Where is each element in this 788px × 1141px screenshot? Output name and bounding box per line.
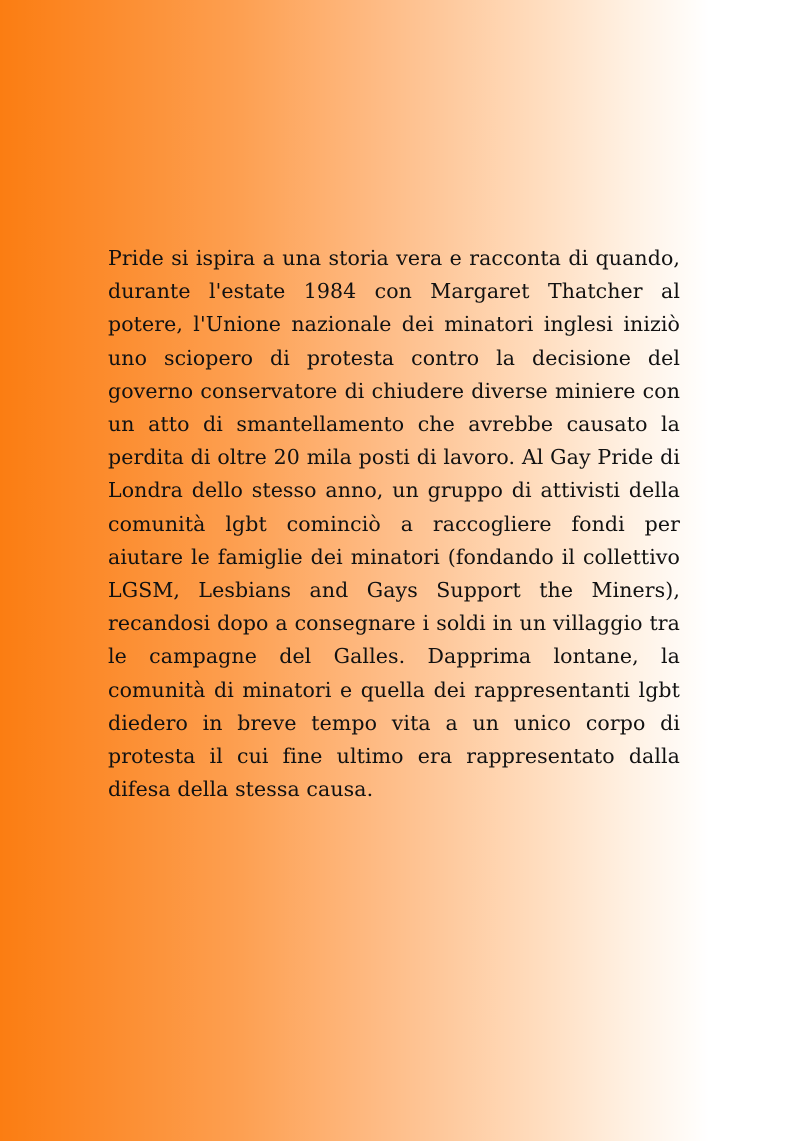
body-paragraph: Pride si ispira a una storia vera e racconta di quando, durante l'estate 1984 con Margaret Thatcher al potere, l'Unione nazionale dei minatori inglesi iniziò uno sciopero di protesta contro la decisione del governo conservatore di chiudere diverse miniere con un atto di smantellamento che avrebbe causato la perdita di oltre 20 mila posti di lavoro. Al Gay Pride di Londra dello stesso anno, un gruppo di attivisti della comunità lgbt cominciò a raccogliere fondi per aiutare le famiglie dei minatori (fondando il collettivo LGSM, Lesbians and Gays Support the Miners), recandosi dopo a consegnare i soldi in un villaggio tra le campagne del Galles. Dapprima lontane, la comunità di minatori e quella dei rappresentanti lgbt diedero in breve tempo vita a un unico corpo di protesta il cui fine ultimo era rappresentato dalla difesa della stessa causa. — [108, 246, 680, 802]
